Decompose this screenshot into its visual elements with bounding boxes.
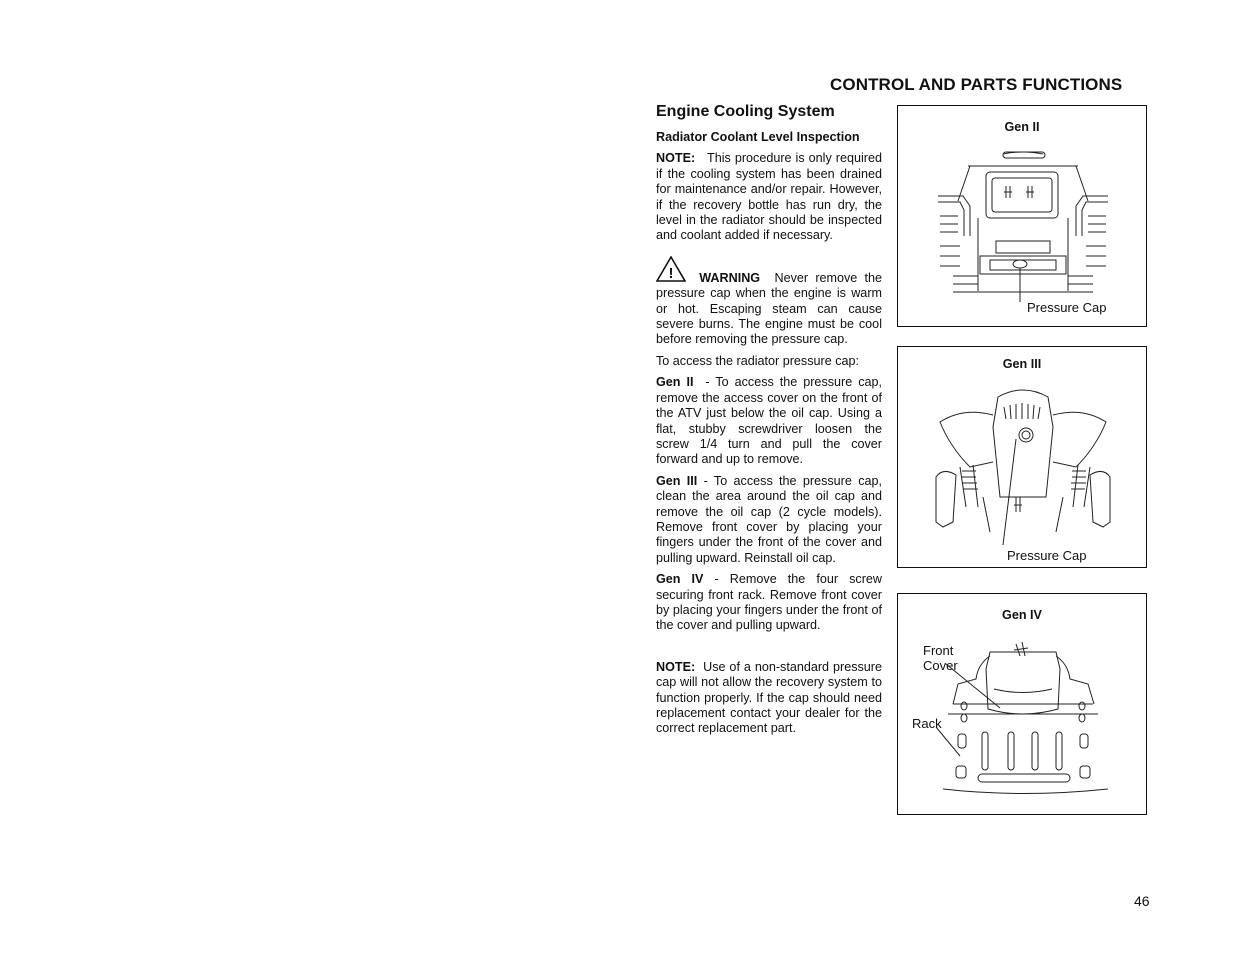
gen3-paragraph [656,474,882,566]
gen4-illustration [898,594,1148,816]
gen3-label: Gen III [656,473,698,488]
svg-text:!: ! [668,264,674,282]
gen2-illustration [898,106,1148,328]
note-2-text: Use of a non-standard pressure cap will not allow the recovery system to function properly. If the cap should need replacement contact your dealer for the correct replacement part. [656,659,882,736]
note-1 [656,151,882,243]
warning-label: WARNING [699,270,761,285]
figure-gen3-title: Gen III [1002,357,1042,371]
section-subtitle: Radiator Coolant Level Inspection [656,130,860,144]
gen4-label: Gen IV [656,572,704,587]
gen3-illustration [898,347,1148,569]
gen2-label: Gen II [656,375,694,390]
gen2-paragraph [656,375,882,467]
text-column [656,102,882,743]
note-1-label: NOTE: [656,151,696,166]
note-2 [656,660,882,737]
note-2-label: NOTE: [656,659,696,674]
gen3-pressure-cap-label: Pressure Cap [1007,548,1087,563]
warning-triangle-icon [656,256,686,282]
page-header: CONTROL AND PARTS FUNCTIONS [830,75,1123,94]
figure-gen4-title: Gen IV [1002,608,1042,622]
gen4-paragraph [656,572,882,634]
page-number: 46 [1134,893,1150,909]
figure-gen3 [897,346,1147,568]
warning-text: Never remove the pressure cap when the engine is warm or hot. Escaping steam can cause severe burns. The engine must be cool before removing the pressure cap. [656,270,883,347]
warning-block [656,256,882,348]
section-title: Engine Cooling System [656,103,835,120]
gen4-text: - Remove the four screw securing front rack. Remove front cover by placing your fingers under the front of the cover and pulling upward. [656,572,883,633]
gen4-cover-label: Cover [923,658,958,673]
gen2-text: - To access the pressure cap, remove the access cover on the front of the ATV just below the oil cap. Using a flat, stubby screwdriver loosen the screw 1/4 turn and pull the cover forward and up to remove. [656,375,883,467]
note-1-text: This procedure is only required if the cooling system has been drained for maintenance and/or repair. However, if the recovery bottle has run dry, the level in the radiator should be inspected and coolant added if necessary. [656,151,882,243]
gen4-front-label: Front [923,643,954,658]
gen2-pressure-cap-label: Pressure Cap [1027,300,1107,315]
figure-gen2 [897,105,1147,327]
access-intro: To access the radiator pressure cap: [656,353,859,368]
figure-gen2-title: Gen II [1004,120,1040,134]
gen4-rack-label: Rack [912,716,942,731]
gen3-text: - To access the pressure cap, clean the area around the oil cap and remove the oil cap (2 cycle models). Remove front cover by placing your fingers under the front of the cover and pulling upward. Reinstall oil cap. [656,473,883,565]
figure-gen4 [897,593,1147,815]
